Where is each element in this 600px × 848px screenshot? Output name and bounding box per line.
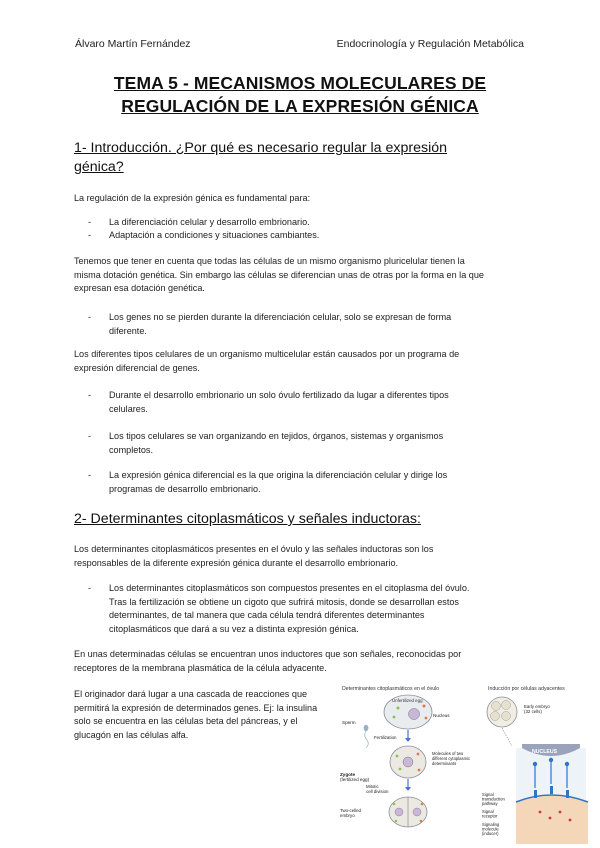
section2-heading: 2- Determinantes citoplasmáticos y señales inductoras: xyxy=(74,511,421,527)
zoom-line xyxy=(502,728,512,746)
paragraph-line: permitirá la expresión de determinados genes. Ej: la insulina xyxy=(74,702,318,713)
list-item-line: Durante el desarrollo embrionario un solo óvulo fertilizado da lugar a diferentes tipos xyxy=(109,390,449,400)
arrow-icon xyxy=(405,738,411,742)
list-item-line: La expresión génica diferencial es la que origina la diferenciación celular y dirige los xyxy=(109,470,448,480)
nucleus-signal-illustration xyxy=(516,744,588,844)
paragraph-line: Los diferentes tipos celulares de un organismo multicelular están causados por un programa de xyxy=(74,349,460,359)
list-item-line: Tras la fertilización se obtiene un cigoto que sufrirá mitosis, donde se desarrollan estos xyxy=(109,596,459,607)
list-item-line: Los genes no se pierden durante la diferenciación celular, solo se expresan de forma xyxy=(109,312,452,322)
two-celled-embryo-illustration xyxy=(389,797,427,827)
section1-intro: La regulación de la expresión génica es fundamental para: xyxy=(74,193,311,203)
signaling-molecule-label: Signaling molecule (inducer) xyxy=(482,822,500,837)
list-item-text: La diferenciación celular y desarrollo embrionario. xyxy=(109,217,310,227)
paragraph-line: responsables de la diferente expresión génica durante el desarrollo embrionario. xyxy=(74,557,399,568)
signal-receptor-label: Signal receptor xyxy=(482,809,498,819)
paragraph-line: En unas determinadas células se encuentran unos inductores que son señales, reconocidas por xyxy=(74,649,462,659)
document-title xyxy=(60,72,540,118)
header-subject: Endocrinología y Regulación Metabólica xyxy=(336,38,524,50)
arrow-icon xyxy=(405,787,411,791)
nucleus-caps-label: NUCLEUS xyxy=(532,749,558,755)
signal-transduction-label: Signal transduction pathway xyxy=(482,792,505,807)
list-item-line: Los determinantes citoplasmáticos son compuestos presentes en el citoplasma del óvulo. xyxy=(109,583,470,593)
molecules-label: Molecules of two different cytoplasmic determinants xyxy=(432,751,471,766)
list-item-line: determinantes, de tal manera que cada célula tendrá diferentes determinantes xyxy=(109,610,425,621)
section2-paragraph-1 xyxy=(74,543,529,570)
list-item-line: diferente. xyxy=(109,325,147,336)
paragraph-line: El originador dará lugar a una cascada de reacciones que xyxy=(74,689,308,699)
title-line-2: REGULACIÓN DE LA EXPRESIÓN GÉNICA xyxy=(121,96,479,116)
two-celled-label: Two-celled embryo xyxy=(340,808,361,818)
list-item-text xyxy=(109,311,509,338)
early-embryo-illustration xyxy=(487,697,551,727)
section1-heading-line1: 1- Introducción. ¿Por qué es necesario regular la expresión xyxy=(74,140,448,156)
embryo-development-figure xyxy=(336,684,592,844)
section1-paragraph-3 xyxy=(74,348,529,375)
list-item-text xyxy=(109,389,509,416)
mitotic-label: Mitotic cell division xyxy=(366,784,389,794)
title-line-1: TEMA 5 - MECANISMOS MOLECULARES DE xyxy=(113,73,487,93)
list-item-line: celulares. xyxy=(109,403,148,414)
paragraph-line: Tenemos que tener en cuenta que todas las células de un mismo organismo pluricelular tienen la xyxy=(74,256,465,266)
paragraph-line: solo se encuentra en las células beta del páncreas, y el xyxy=(74,716,298,727)
list-item-line: citoplasmáticos que dará a su vez a distinta expresión génica. xyxy=(109,623,359,634)
list-item-text xyxy=(109,469,509,496)
paragraph-line: glucagón en las células alfa. xyxy=(74,729,189,740)
section2-paragraph-2 xyxy=(74,648,529,675)
paragraph-line: expresión diferencial de genes. xyxy=(74,362,200,373)
figure-right-title: Inducción por células adyacentes xyxy=(488,686,565,692)
paragraph-line: misma dotación genética. Sin embargo las células se diferencian unas de otras por la forma en la que xyxy=(74,269,484,280)
list-item-line: completos. xyxy=(109,444,153,455)
fertilization-label: Fertilization xyxy=(374,735,397,740)
section1-heading xyxy=(74,139,447,177)
nucleus-label: Nucleus xyxy=(433,713,450,718)
unfertilized-label: Unfertilized egg xyxy=(392,698,423,703)
list-item-text: Adaptación a condiciones y situaciones cambiantes. xyxy=(109,230,320,240)
figure-left-title: Determinantes citoplasmáticos en el óvulo xyxy=(342,686,440,692)
section2-paragraph-3 xyxy=(74,688,339,742)
paragraph-line: expresan esa dotación genética. xyxy=(74,283,205,294)
paragraph-line: receptores de la membrana plasmática de la célula adyacente. xyxy=(74,662,327,673)
list-item-line: Los tipos celulares se van organizando en tejidos, órganos, sistemas y organismos xyxy=(109,431,444,441)
section1-heading-line2: génica? xyxy=(74,159,124,175)
list-item-line: programas de desarrollo embrionario. xyxy=(109,483,261,494)
sperm-label: Sperm xyxy=(342,720,356,725)
zygote-illustration xyxy=(390,746,426,778)
unfertilized-egg-illustration xyxy=(384,695,450,729)
early-embryo-label: Early embryo (32 cells) xyxy=(524,704,550,714)
list-item-text xyxy=(109,582,519,636)
zygote-label: Zygote (fertilized egg) xyxy=(340,772,370,782)
header-author: Álvaro Martín Fernández xyxy=(75,38,191,50)
sperm-illustration xyxy=(342,720,368,748)
section1-paragraph-2 xyxy=(74,255,529,296)
paragraph-line: Los determinantes citoplasmáticos presentes en el óvulo y las señales inductoras son los xyxy=(74,544,434,554)
list-item-text xyxy=(109,430,509,457)
